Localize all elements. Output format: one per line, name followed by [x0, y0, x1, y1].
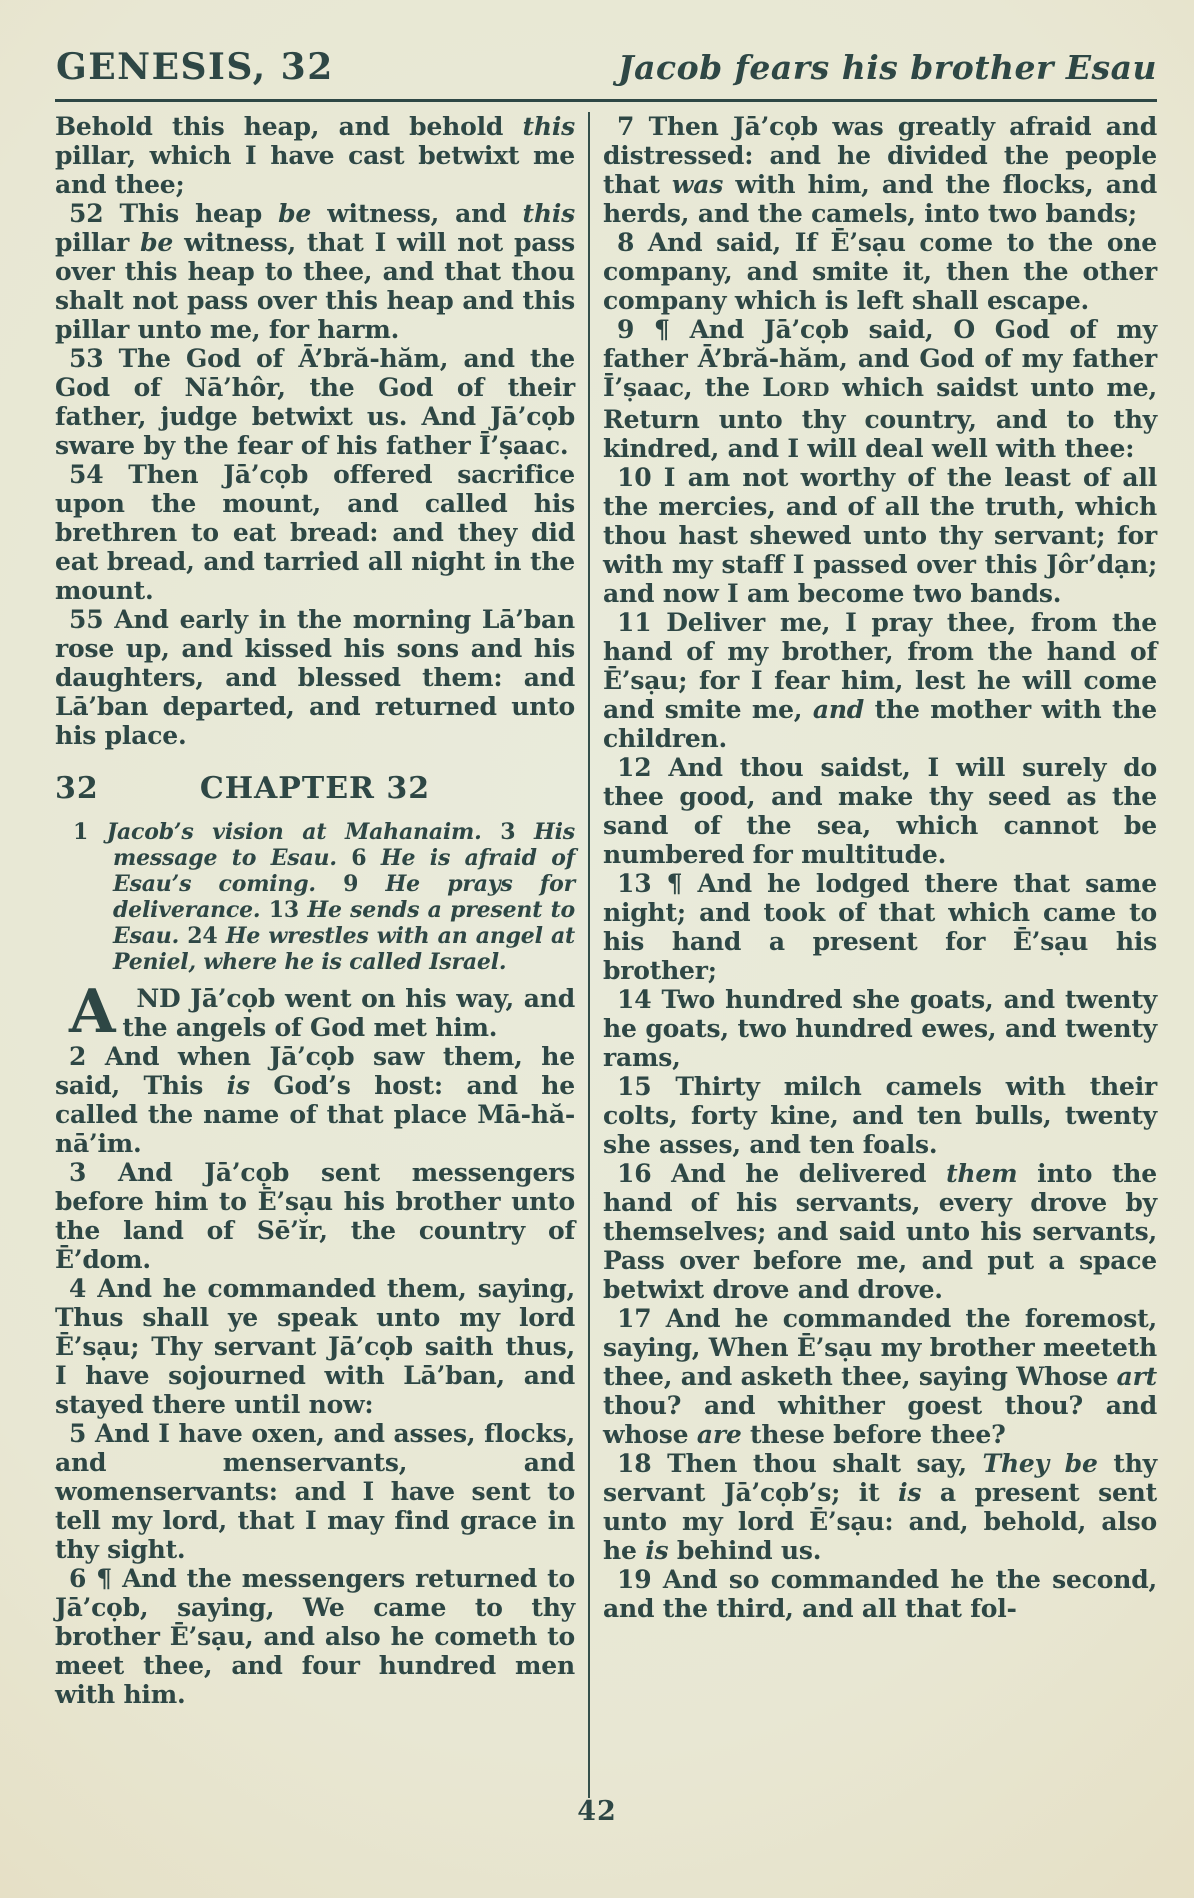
verse-text: 15 Thirty milch camels with their colts, forty kine, and ten bulls, twenty she asses, and ten foals. [603, 1072, 1157, 1159]
verse-paragraph [603, 1304, 1157, 1449]
verse-text: ND Jā’cọb went on his way, and the angels of God met him. [122, 984, 575, 1042]
verse-text: 5 And I have oxen, and asses, flocks, and menservants, and womenservants: and I have sent to tell my lord, that I may find grace in thy sight. [55, 1419, 575, 1564]
chapter-title: CHAPTER 32 [199, 771, 431, 806]
verse-text: 54 Then Jā’cọb offered sacrifice upon the mount, and called his brethren to eat bread: and they did eat bread, and tarried all night in the mount. [55, 460, 575, 605]
verse-paragraph [603, 1072, 1157, 1159]
book-chapter-header: GENESIS, 32 [56, 46, 334, 88]
italic-text: was [671, 170, 724, 199]
italic-text: is [645, 1536, 669, 1565]
verse-paragraph [603, 1565, 1157, 1623]
verse-text: 53 The God of Ā’bră-hăm, and the God of Nā’hôr, the God of their father, judge betwixt us. And Jā’cọb sware by the fear of his father Ī’ṣaac. [55, 344, 575, 460]
chapter-summary [73, 819, 575, 975]
verse-paragraph [603, 608, 1157, 753]
verse-text: 7 Then Jā’cọb was greatly afraid and distressed: and he divided the people that [603, 112, 1157, 199]
verse-text: 14 Two hundred she goats, and twenty he goats, two hundred ewes, and twenty rams, [603, 985, 1157, 1072]
verse-text: 4 And he commanded them, saying, Thus shall ye speak unto my lord Ē’sạu; Thy servant Jā’cọb saith thus, I have sojourned with Lā’ban, and stayed there until now: [55, 1274, 575, 1419]
verse-text: which saidst unto me, Return unto thy country, and to thy kindred, and I will deal well with thee: [603, 373, 1157, 463]
italic-text: art [1116, 1362, 1157, 1391]
verse-text: 52 This heap [69, 199, 279, 228]
verse-text: 9 [315, 871, 386, 897]
verse-text: thy servant Jā’cọb’s; it [603, 1449, 1158, 1507]
italic-text: His message to Esau. [113, 819, 575, 871]
verse-paragraph [603, 1449, 1157, 1565]
verse-text: a present sent unto my lord Ē’sạu: and, behold, also he [603, 1478, 1157, 1565]
running-head: Jacob fears his brother Esau [618, 48, 1157, 87]
verse-paragraph [603, 315, 1157, 463]
chapter-side-number: 32 [55, 771, 99, 806]
page-header [56, 46, 1157, 88]
verse-paragraph [603, 228, 1157, 315]
verse-text: 24 [179, 923, 226, 949]
small-caps-text: ORD [779, 379, 830, 401]
italic-text: are [696, 1420, 742, 1449]
verse-text: 8 And said, If Ē’sạu come to the one company, and smite it, then the other company which is left shall escape. [603, 228, 1157, 315]
left-column [55, 112, 575, 1802]
verse-text: 6 ¶ And the messengers returned to Jā’cọb, saying, We came to thy brother Ē’sạu, and also he cometh to meet thee, and four hundred men with him. [55, 1564, 575, 1709]
verse-text: with him, and the flocks, and herds, and the camels, into two bands; [603, 170, 1157, 228]
verse-text: 18 Then thou shalt say, [617, 1449, 983, 1478]
column-gutter [575, 112, 603, 1802]
verse-text: the mother with the children. [603, 695, 1157, 753]
verse-text: 55 And early in the morning Lā’ban rose up, and kissed his sons and his daughters, and blessed them: and Lā’ban departed, and returned unto his place. [55, 605, 575, 750]
verse-text: 2 And when Jā’cọb saw them, he said, This [55, 1042, 575, 1100]
verse-paragraph [603, 985, 1157, 1072]
verse-text: 6 [336, 845, 381, 871]
verse-text: 19 And so commanded he the second, and the third, and all that fol- [603, 1565, 1157, 1623]
verse-text: pillar, which I have cast betwixt me and thee; [55, 141, 575, 199]
verse-text: into the hand of his servants, every drove by themselves; and said unto his servants, Pass over before me, and put a space betwixt drove and drove. [603, 1159, 1157, 1304]
verse-text: behind us. [668, 1536, 822, 1565]
italic-text: be [140, 228, 174, 257]
verse-paragraph [55, 1564, 575, 1709]
text-columns [55, 112, 1157, 1802]
verse-paragraph [55, 1158, 575, 1274]
italic-text: and [812, 695, 865, 724]
page-number: 42 [577, 1796, 617, 1827]
chapter-heading [55, 772, 575, 806]
verse-text: 3 And Jā’cọb sent messengers before him to Ē’sạu his brother unto the land of Sē’ĭr, the country of Ē’dom. [55, 1158, 575, 1274]
italic-text: He sends a present to Esau. [113, 897, 576, 949]
verse-text: 1 [73, 819, 107, 845]
verse-paragraph [603, 112, 1157, 228]
italic-text: this [522, 112, 575, 141]
verse-paragraph [55, 460, 575, 605]
verse-text: 10 I am not worthy of the least of all the mercies, and of all the truth, which thou hast shewed unto thy servant; for with my staff I passed over this Jôr’dạn; and now I am become two bands. [603, 463, 1157, 608]
verse-text: 12 And thou saidst, I will surely do thee good, and make thy seed as the sand of the sea, which cannot be numbered for multitude. [603, 753, 1157, 869]
italic-text: Jacob’s vision at Mahanaim. [106, 819, 482, 845]
verse-paragraph [55, 199, 575, 344]
verse-text: 16 And he delivered [617, 1159, 947, 1188]
verse-text: 13 ¶ And he lodged there that same night; and took of that which came to his hand a present for Ē’sạu his brother; [603, 869, 1157, 985]
italic-text: them [946, 1159, 1018, 1188]
verse-paragraph [55, 1419, 575, 1564]
verse-paragraph [55, 1274, 575, 1419]
italic-text: is [898, 1478, 922, 1507]
verse-paragraph [55, 977, 575, 1047]
verse-paragraph [603, 869, 1157, 985]
column-divider [588, 112, 590, 1798]
verse-paragraph [55, 344, 575, 460]
verse-text: pillar [55, 228, 141, 257]
verse-text: witness, and [311, 199, 523, 228]
verse-paragraph [55, 112, 575, 199]
verse-text: Behold this heap, and behold [55, 112, 523, 141]
verse-text: 3 [481, 819, 535, 845]
verse-paragraph [603, 1159, 1157, 1304]
italic-text: He is afraid of Esau’s coming. [113, 845, 576, 897]
verse-text: 9 ¶ And Jā’cọb said, O God of my father Ā’bră-hăm, and God of my father Ī’ṣaac, the L [603, 315, 1157, 402]
header-rule [55, 99, 1157, 102]
italic-text: He prays for deliverance. [113, 871, 576, 923]
verse-text: witness, that I will not pass over this heap to thee, and that thou shalt not pass over this heap and this pillar unto me, for harm. [55, 228, 575, 344]
verse-text: thou? and whither goest thou? and whose [603, 1391, 1157, 1449]
italic-text: They be [982, 1449, 1098, 1478]
verse-text: 13 [260, 897, 308, 923]
italic-text: be [278, 199, 312, 228]
drop-cap: A [69, 977, 116, 1047]
verse-text: 11 Deliver me, I pray thee, from the hand of my brother, from the hand of Ē’sạu; for I fear him, lest he will come and smite me, [603, 608, 1157, 724]
verse-text: God’s host: and he called the name of that place Mā-hă-nā’im. [55, 1071, 575, 1158]
verse-paragraph [55, 1042, 575, 1158]
right-column [603, 112, 1157, 1802]
verse-text: these before thee? [741, 1420, 1006, 1449]
verse-paragraph [603, 753, 1157, 869]
verse-paragraph [603, 463, 1157, 608]
italic-text: this [522, 199, 575, 228]
verse-paragraph [55, 605, 575, 750]
italic-text: is [226, 1071, 250, 1100]
verse-text: 17 And he commanded the foremost, saying, When Ē’sạu my brother meeteth thee, and asketh thee, saying Whose [603, 1304, 1157, 1391]
italic-text: He wrestles with an angel at Peniel, where he is called Israel. [113, 923, 575, 975]
